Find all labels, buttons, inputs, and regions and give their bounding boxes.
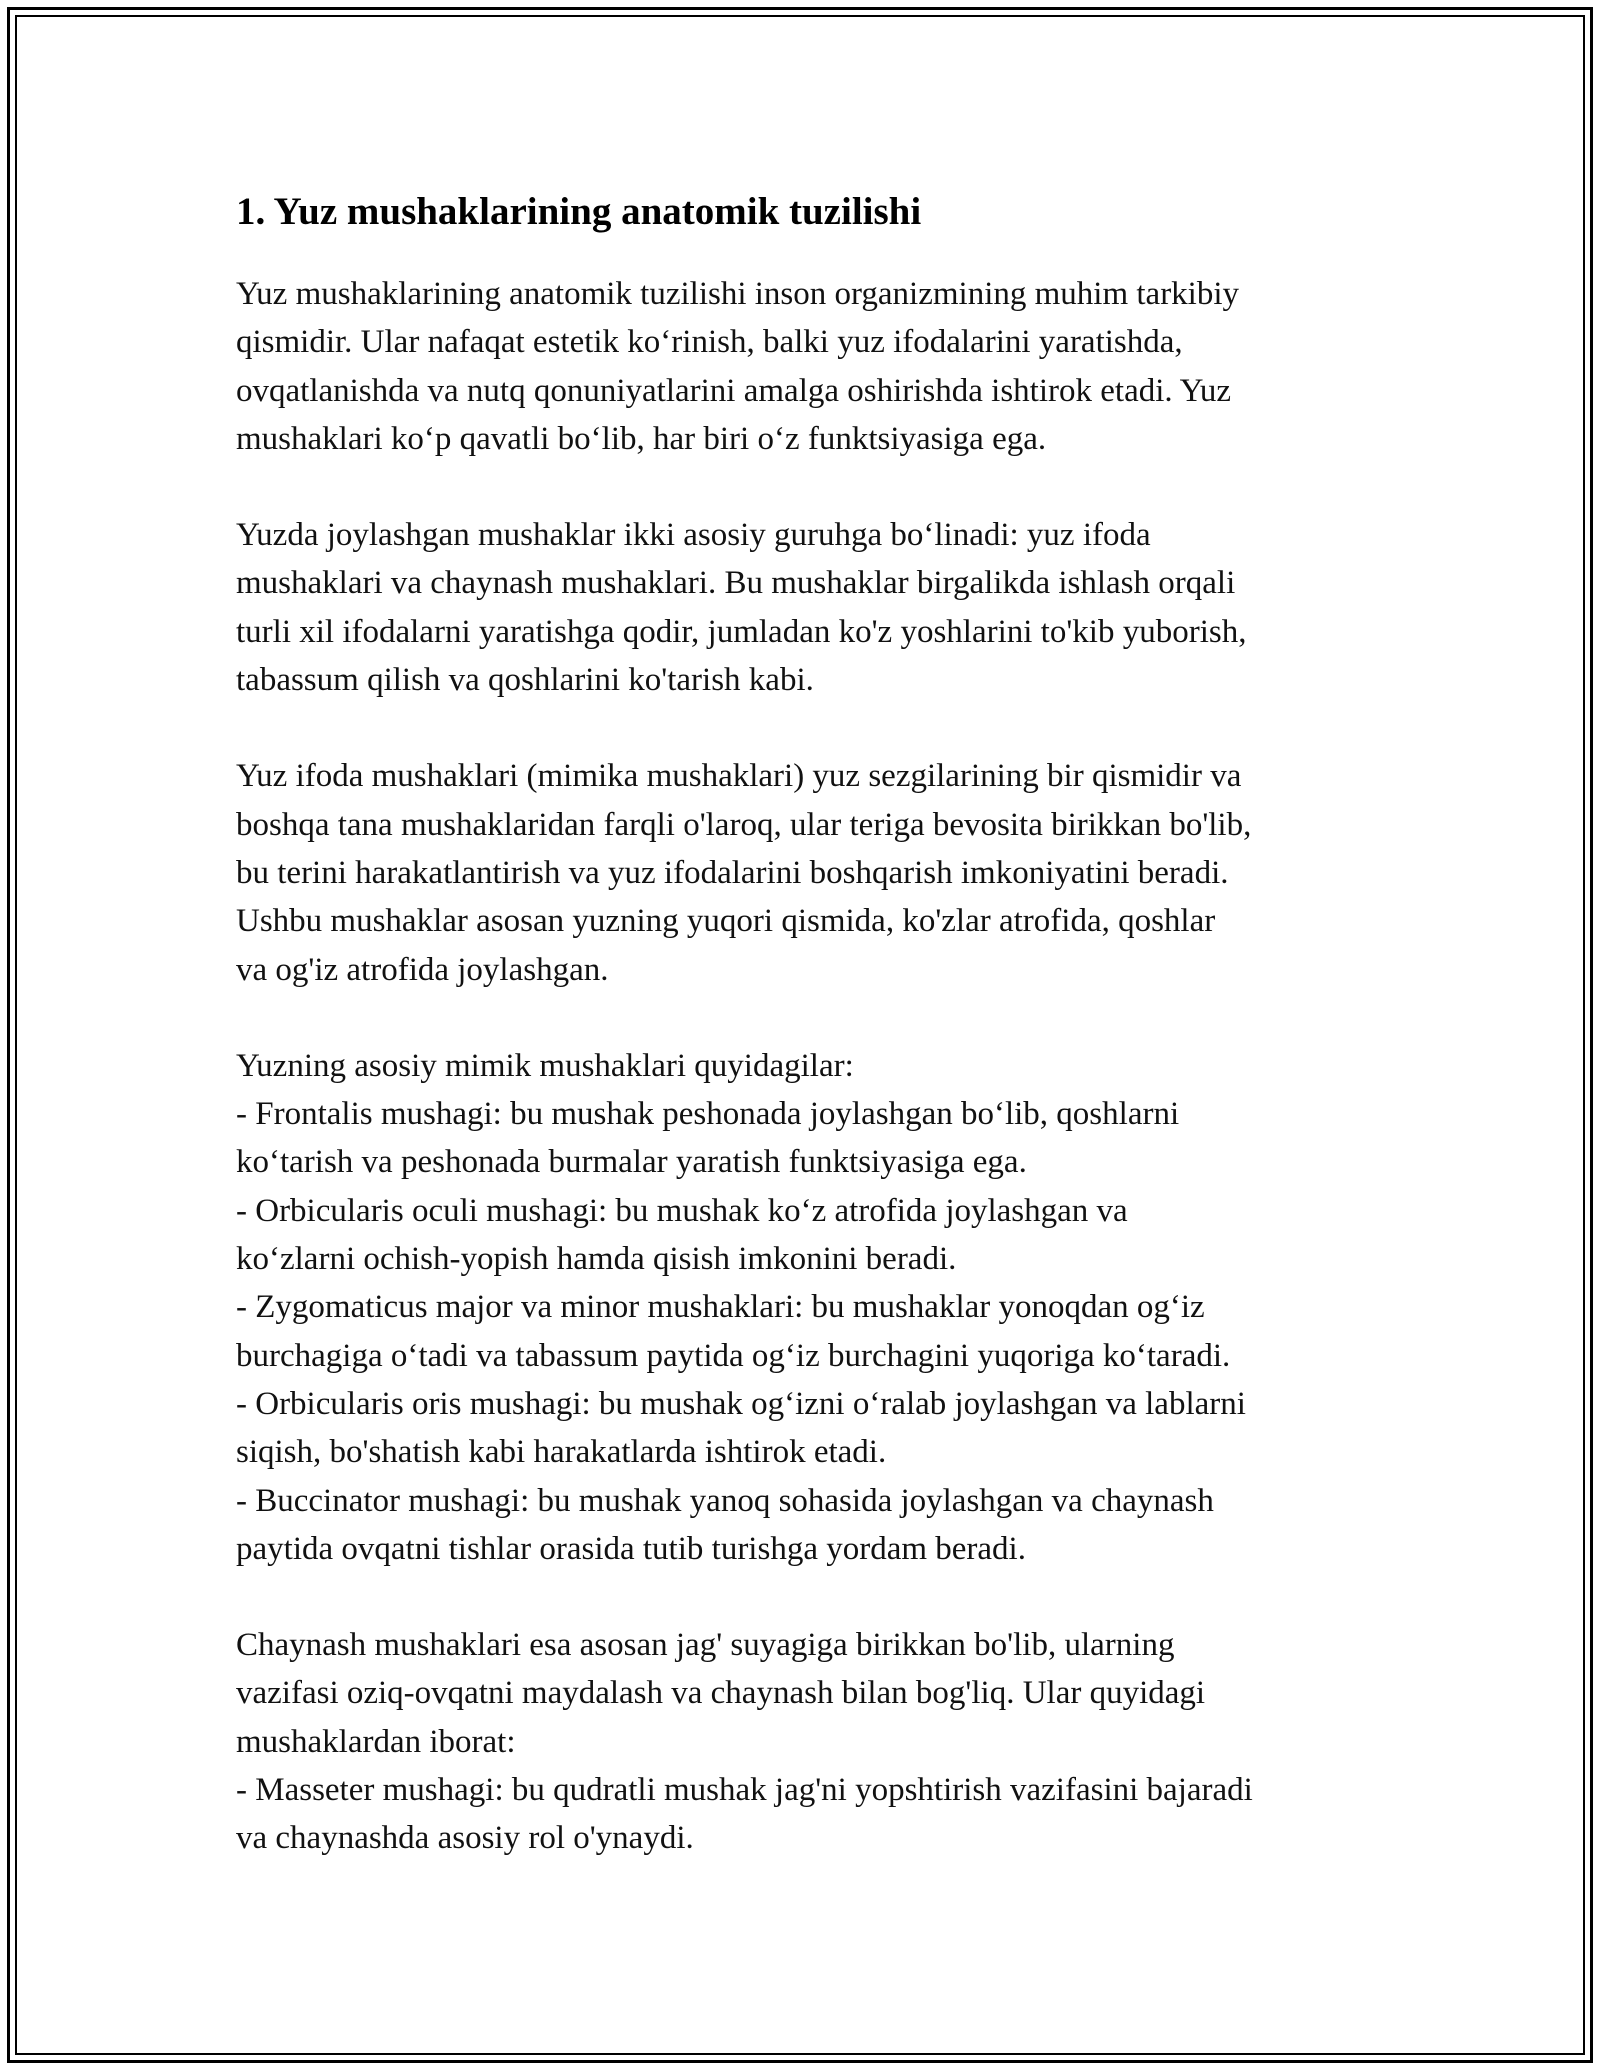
- paragraph-muscle-groups: Yuzda joylashgan mushaklar ikki asosiy guruhga boʻlinadi: yuz ifoda mushaklari va chaynash mushaklari. Bu mushaklar birgalikda ishlash orqali turli xil ifodalarni yaratishga qodir, jumladan ko'z yoshlarini to'kib yuborish, tabassum qilish va qoshlarini ko'tarish kabi.: [236, 517, 1247, 699]
- paragraph-mimic-muscles: Yuz ifoda mushaklari (mimika mushaklari) yuz sezgilarining bir qismidir va boshqa tana mushaklaridan farqli o'laroq, ular teriga bevosita birikkan bo'lib, bu terini harakatlantirish va yuz ifodalarini boshqarish imkoniyatini beradi. Ushbu mushaklar asosan yuzning yuqori qismida, ko'zlar atrofida, qoshlar va og'iz atrofida joylashgan.: [236, 758, 1252, 988]
- document-body: [236, 188, 1386, 1863]
- paragraph-chewing-muscles: Chaynash mushaklari esa asosan jag' suyagiga birikkan bo'lib, ularning vazifasi oziq-ovqatni maydalash va chaynash bilan bog'liq. Ular quyidagi mushaklardan iborat: - Masseter mushagi: bu qudratli mushak jag'ni yopshtirish vazifasini bajaradi va chaynashda asosiy rol o'ynaydi.: [236, 1627, 1253, 1857]
- paragraph-mimic-muscle-list: Yuzning asosiy mimik mushaklari quyidagilar: - Frontalis mushagi: bu mushak peshonada joylashgan boʻlib, qoshlarni koʻtarish va peshonada burmalar yaratish funktsiyasiga ega. - Orbicularis oculi mushagi: bu mushak koʻz atrofida joylashgan va koʻzlarni ochish-yopish hamda qisish imkonini beradi. - Zygomaticus major va minor mushaklari: bu mushaklar yonoqdan ogʻiz burchagiga oʻtadi va tabassum paytida ogʻiz burchagini yuqoriga koʻtaradi. - Orbicularis oris mushagi: bu mushak ogʻizni oʻralab joylashgan va lablarni siqish, bo'shatish kabi harakatlarda ishtirok etadi. - Buccinator mushagi: bu mushak yanoq sohasida joylashgan va chaynash paytida ovqatni tishlar orasida tutib turishga yordam beradi.: [236, 1047, 1246, 1567]
- section-heading: 1. Yuz mushaklarining anatomik tuzilishi: [236, 190, 922, 233]
- paragraph-intro: Yuz mushaklarining anatomik tuzilishi inson organizmining muhim tarkibiy qismidir. Ular nafaqat estetik koʻrinish, balki yuz ifodalarini yaratishda, ovqatlanishda va nutq qonuniyatlarini amalga oshirishda ishtirok etadi. Yuz mushaklari koʻp qavatli boʻlib, har biri oʻz funktsiyasiga ega.: [236, 276, 1240, 457]
